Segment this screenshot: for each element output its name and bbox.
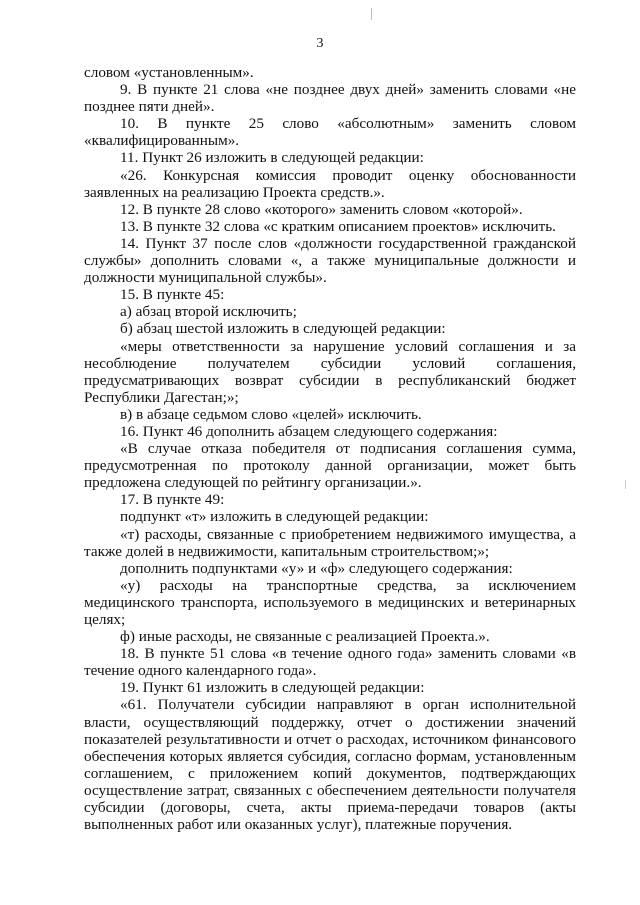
paragraph: «В случае отказа победителя от подписания соглашения сумма, предусмотренная по протоколу данной организации, может быть предложена следующей по рейтингу организации.».	[84, 440, 576, 492]
paragraph: «у) расходы на транспортные средства, за исключением медицинского транспорта, используемого в медицинских и ветеринарных целях;	[84, 576, 576, 628]
paragraph: дополнить подпунктами «у» и «ф» следующего содержания:	[120, 559, 513, 577]
paragraph: 12. В пункте 28 слово «которого» заменить словом «которой».	[120, 200, 523, 218]
paragraph: «61. Получатели субсидии направляют в орган исполнительной власти, осуществляющий поддержку, отчет о достижении значений показателей результативности и отчет о расходах, источником финансового обеспечения которых является субсидия, согласно формам, установленным соглашением, с приложением копий документов, подтверждающих осуществление затрат, связанных с обеспечением деятельности получателя субсидии (договоры, счета, акты приема-передачи товаров (акты выполненных работ или оказанных услуг), платежные поручения.	[84, 696, 576, 834]
page-number: 3	[316, 36, 324, 51]
paragraph: «26. Конкурсная комиссия проводит оценку обоснованности заявленных на реализацию Проекта средств.».	[84, 166, 576, 201]
paragraph: ф) иные расходы, не связанные с реализацией Проекта.».	[120, 628, 490, 646]
paragraph: словом «установленным».	[84, 64, 254, 81]
paragraph: «т) расходы, связанные с приобретением недвижимого имущества, а также долей в недвижимости, капитальным строительством;»;	[84, 525, 576, 560]
paragraph: в) в абзаце седьмом слово «целей» исключить.	[120, 405, 422, 423]
scan-artifact	[371, 8, 372, 20]
paragraph: 9. В пункте 21 слова «не позднее двух дней» заменить словами «не позднее пяти дней».	[84, 81, 576, 116]
paragraph: а) абзац второй исключить;	[120, 303, 297, 321]
paragraph: 17. В пункте 49:	[120, 491, 225, 509]
paragraph: «меры ответственности за нарушение условий соглашения и за несоблюдение получателем субсидии условий соглашения, предусматривающих возврат субсидии в республиканский бюджет Республики Дагестан;»;	[84, 337, 576, 406]
paragraph: 19. Пункт 61 изложить в следующей редакции:	[120, 679, 425, 697]
paragraph: 18. В пункте 51 слова «в течение одного года» заменить словами «в течение одного календарного года».	[84, 645, 576, 680]
paragraph: б) абзац шестой изложить в следующей редакции:	[120, 320, 446, 338]
paragraph: 13. В пункте 32 слова «с кратким описанием проектов» исключить.	[120, 217, 556, 235]
paragraph: 16. Пункт 46 дополнить абзацем следующего содержания:	[120, 422, 498, 440]
paragraph: 14. Пункт 37 после слов «должности государственной гражданской службы» дополнить словами «, а также муниципальные должности и должности муниципальной службы».	[84, 234, 576, 287]
document-body	[84, 64, 576, 833]
scan-artifact	[625, 480, 626, 489]
paragraph: 10. В пункте 25 слово «абсолютным» заменить словом «квалифицированным».	[84, 115, 576, 150]
paragraph: 11. Пункт 26 изложить в следующей редакции:	[120, 149, 424, 167]
paragraph: 15. В пункте 45:	[120, 286, 225, 304]
paragraph: подпункт «т» изложить в следующей редакции:	[120, 508, 429, 526]
